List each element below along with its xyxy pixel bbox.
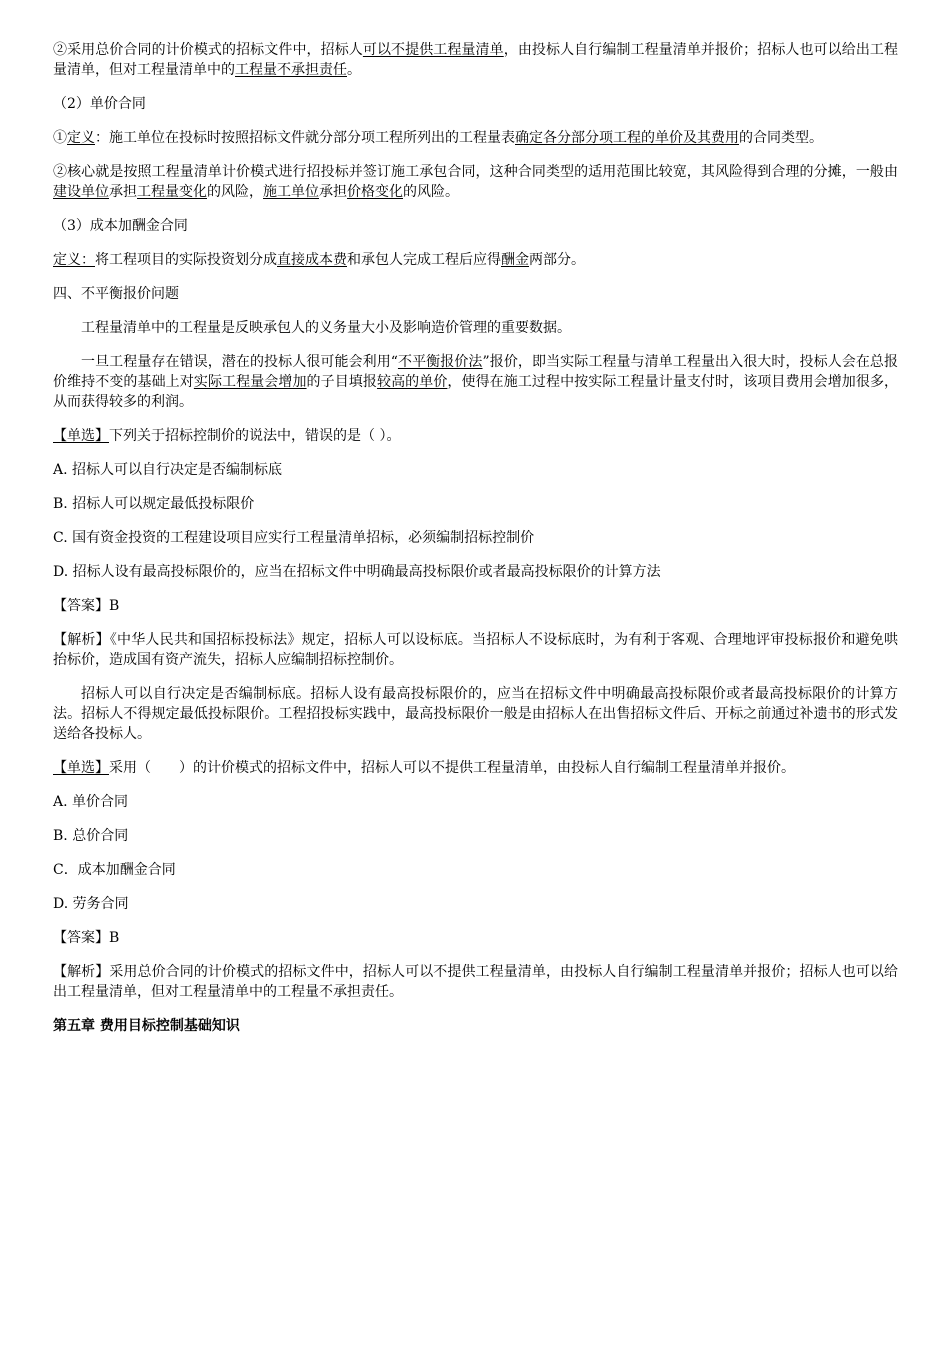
section-heading-cost-plus: （3）成本加酬金合同 bbox=[53, 218, 188, 234]
question-2-analysis: 【解析】采用总价合同的计价模式的招标文件中，招标人可以不提供工程量清单，由投标人自行编制工程量清单并报价；招标人也可以给出工程量清单，但对工程量清单中的工程量不承担责任。 bbox=[53, 964, 898, 1000]
question-2-option-b: B. 总价合同 bbox=[53, 828, 129, 844]
question-1-answer: 【答案】B bbox=[53, 598, 120, 614]
paragraph-cost-plus-definition: 定义：将工程项目的实际投资划分成直接成本费和承包人完成工程后应得酬金两部分。 bbox=[53, 252, 585, 268]
paragraph-unbalanced-bid: 一旦工程量存在错误，潜在的投标人很可能会利用“不平衡报价法”报价，即当实际工程量与清单工程量出入很大时，投标人会在总报价维持不变的基础上对实际工程量会增加的子目填报较高的单价，使得在施工过程中按实际工程量计量支付时，该项目费用会增加很多，从而获得较多的利润。 bbox=[53, 354, 899, 410]
question-1-option-a: A. 招标人可以自行决定是否编制标底 bbox=[53, 462, 283, 478]
question-2-option-d: D. 劳务合同 bbox=[53, 896, 129, 912]
question-2-stem: 【单选】采用（ ）的计价模式的招标文件中，招标人可以不提供工程量清单，由投标人自行编制工程量清单并报价。 bbox=[53, 760, 795, 776]
paragraph-bill-quantity: 工程量清单中的工程量是反映承包人的义务量大小及影响造价管理的重要数据。 bbox=[81, 320, 571, 336]
question-1-option-d: D. 招标人设有最高投标限价的，应当在招标文件中明确最高投标限价或者最高投标限价的计算方法 bbox=[53, 564, 661, 580]
question-1-analysis-continued: 招标人可以自行决定是否编制标底。招标人设有最高投标限价的，应当在招标文件中明确最高投标限价或者最高投标限价的计算方法。招标人不得规定最低投标限价。工程招投标实践中，最高投标限价一般是由招标人在出售招标文件后、开标之前通过补遗书的形式发送给各投标人。 bbox=[53, 686, 898, 742]
section-heading-unit-price: （2）单价合同 bbox=[53, 96, 146, 112]
question-2-answer: 【答案】B bbox=[53, 930, 120, 946]
paragraph-total-price: ②采用总价合同的计价模式的招标文件中，招标人可以不提供工程量清单，由投标人自行编制工程量清单并报价；招标人也可以给出工程量清单，但对工程量清单中的工程量不承担责任。 bbox=[53, 42, 899, 78]
question-1-option-b: B. 招标人可以规定最低投标限价 bbox=[53, 496, 255, 512]
question-1-stem: 【单选】下列关于招标控制价的说法中，错误的是（ ）。 bbox=[53, 428, 401, 444]
question-type-tag: 【单选】 bbox=[53, 428, 109, 444]
question-1-option-c: C. 国有资金投资的工程建设项目应实行工程量清单招标，必须编制招标控制价 bbox=[53, 530, 535, 546]
document-page bbox=[53, 40, 898, 1036]
paragraph-unit-price-definition: ①定义：施工单位在投标时按照招标文件就分部分项工程所列出的工程量表确定各分部分项工程的单价及其费用的合同类型。 bbox=[53, 130, 823, 146]
question-1-analysis: 【解析】《中华人民共和国招标投标法》规定，招标人可以设标底。当招标人不设标底时，为有利于客观、合理地评审投标报价和避免哄抬标价，造成国有资产流失，招标人应编制招标控制价。 bbox=[53, 632, 898, 668]
question-2-option-a: A. 单价合同 bbox=[53, 794, 129, 810]
question-type-tag: 【单选】 bbox=[53, 760, 109, 776]
paragraph-unit-price-core: ②核心就是按照工程量清单计价模式进行招投标并签订施工承包合同，这种合同类型的适用范围比较宽，其风险得到合理的分摊，一般由建设单位承担工程量变化的风险，施工单位承担价格变化的风险。 bbox=[53, 164, 898, 200]
question-2-option-c: C．成本加酬金合同 bbox=[53, 862, 176, 878]
section-heading-unbalanced-bid: 四、不平衡报价问题 bbox=[53, 286, 179, 302]
chapter-heading: 第五章 费用目标控制基础知识 bbox=[53, 1018, 240, 1034]
